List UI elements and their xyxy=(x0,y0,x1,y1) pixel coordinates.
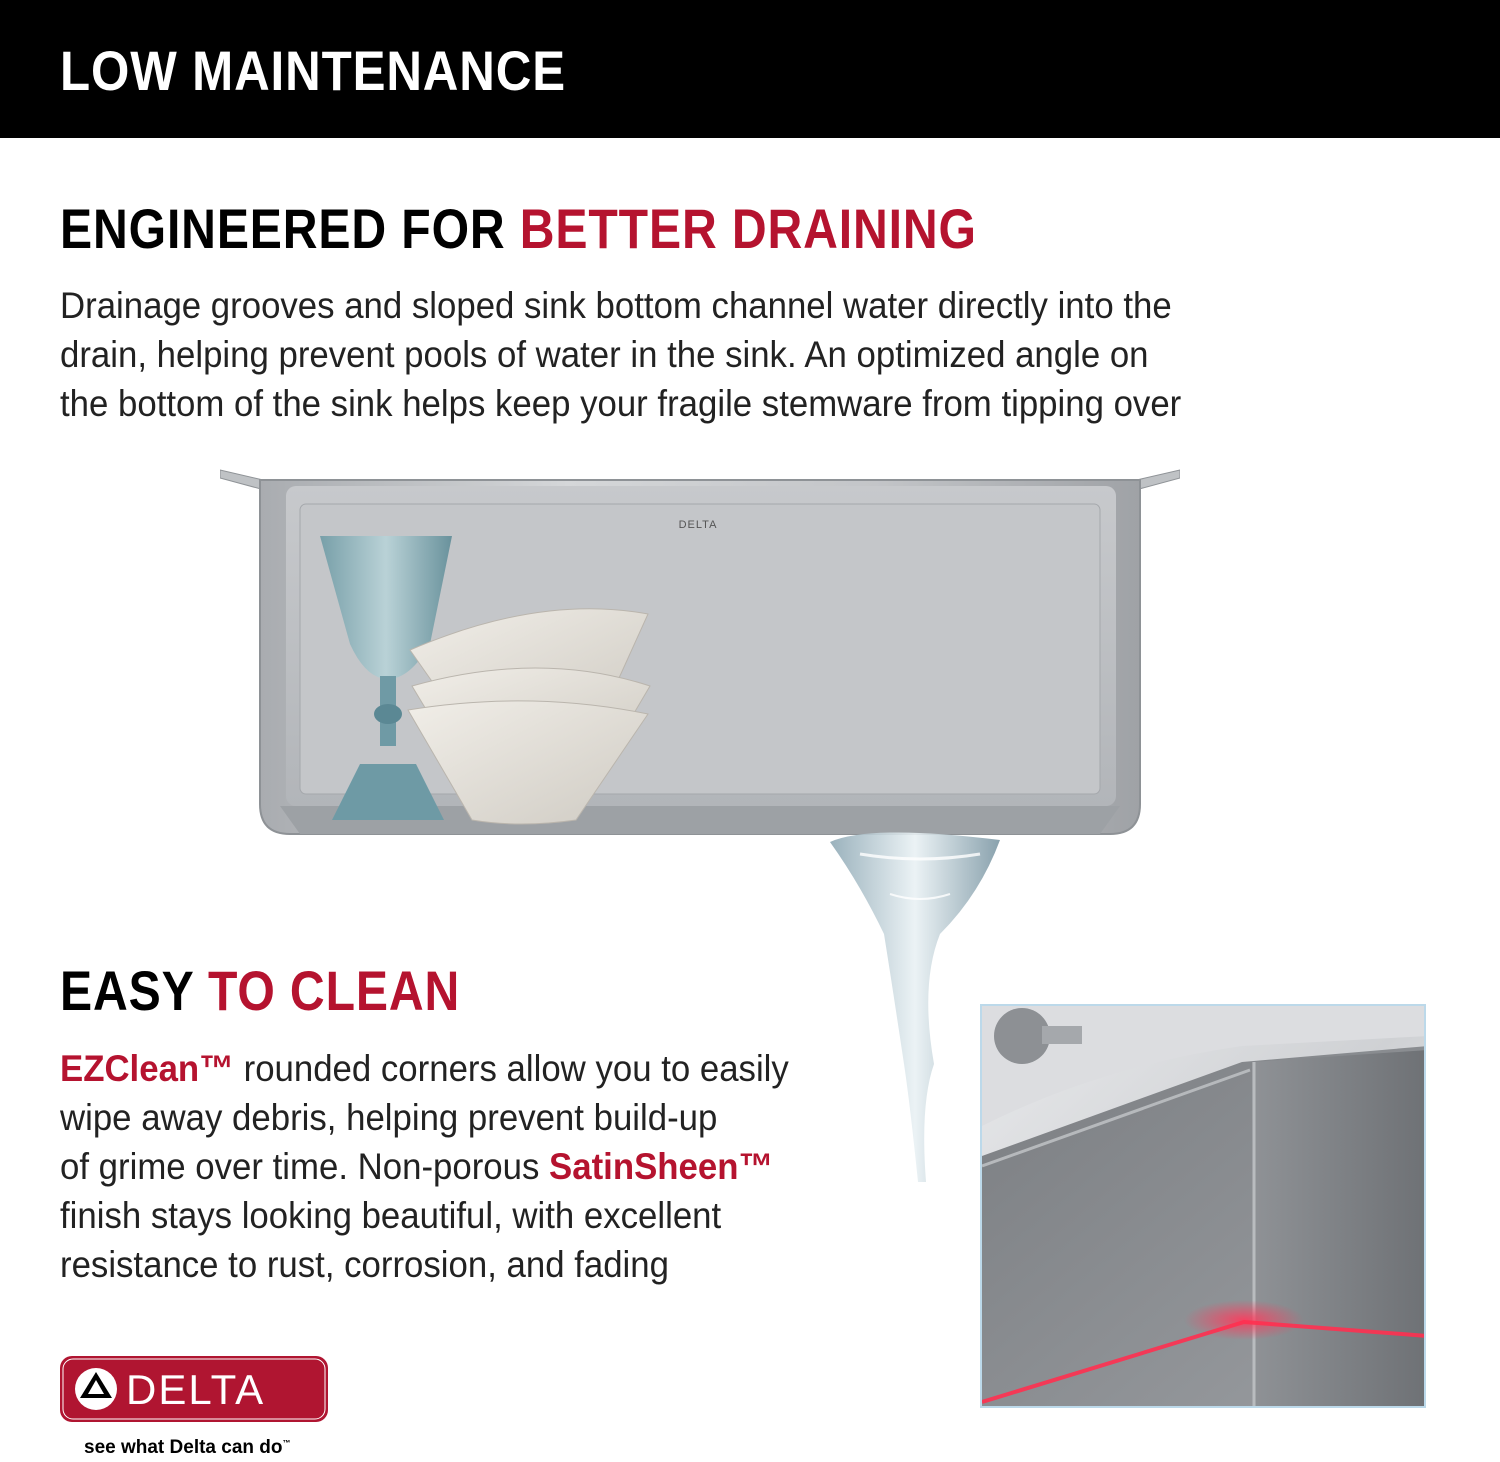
description-line: drain, helping prevent pools of water in the sink. An optimized angle on xyxy=(60,334,1149,375)
sink-corner-photo xyxy=(980,1004,1426,1408)
logo-wordmark: DELTA xyxy=(126,1366,266,1413)
description-line: the bottom of the sink helps keep your fragile stemware from tipping over xyxy=(60,383,1182,424)
ezclean-brand: EZClean™ xyxy=(60,1048,234,1089)
description-text: rounded corners allow you to easily xyxy=(233,1048,789,1089)
description-line xyxy=(60,1044,789,1093)
svg-text:DELTA: DELTA xyxy=(678,519,718,531)
delta-logo xyxy=(60,1356,328,1422)
description-line: Drainage grooves and sloped sink bottom channel water directly into the xyxy=(60,285,1172,326)
heading-accent: TO CLEAN xyxy=(207,959,461,1022)
sink-corner-illustration xyxy=(982,1006,1426,1408)
top-banner xyxy=(0,0,1500,138)
heading-plain: ENGINEERED FOR xyxy=(60,197,506,260)
description-line: finish stays looking beautiful, with excellent xyxy=(60,1195,722,1236)
heading-plain: EASY xyxy=(60,959,194,1022)
section-heading-draining xyxy=(60,196,977,261)
description-line: resistance to rust, corrosion, and fading xyxy=(60,1244,669,1285)
satinsheen-brand: SatinSheen™ xyxy=(549,1146,774,1187)
draining-description xyxy=(60,281,1181,428)
heading-accent: BETTER DRAINING xyxy=(519,197,977,260)
tagline-text: see what Delta can do xyxy=(84,1437,283,1458)
description-line xyxy=(60,1142,789,1191)
banner-title: LOW MAINTENANCE xyxy=(60,39,566,102)
trademark-mark: ™ xyxy=(282,1438,291,1448)
brand-tagline xyxy=(84,1437,291,1459)
description-text: of grime over time. Non-porous xyxy=(60,1146,550,1187)
section-heading-clean xyxy=(60,958,460,1023)
description-line: wipe away debris, helping prevent build-up xyxy=(60,1097,718,1138)
clean-description xyxy=(60,1044,789,1289)
